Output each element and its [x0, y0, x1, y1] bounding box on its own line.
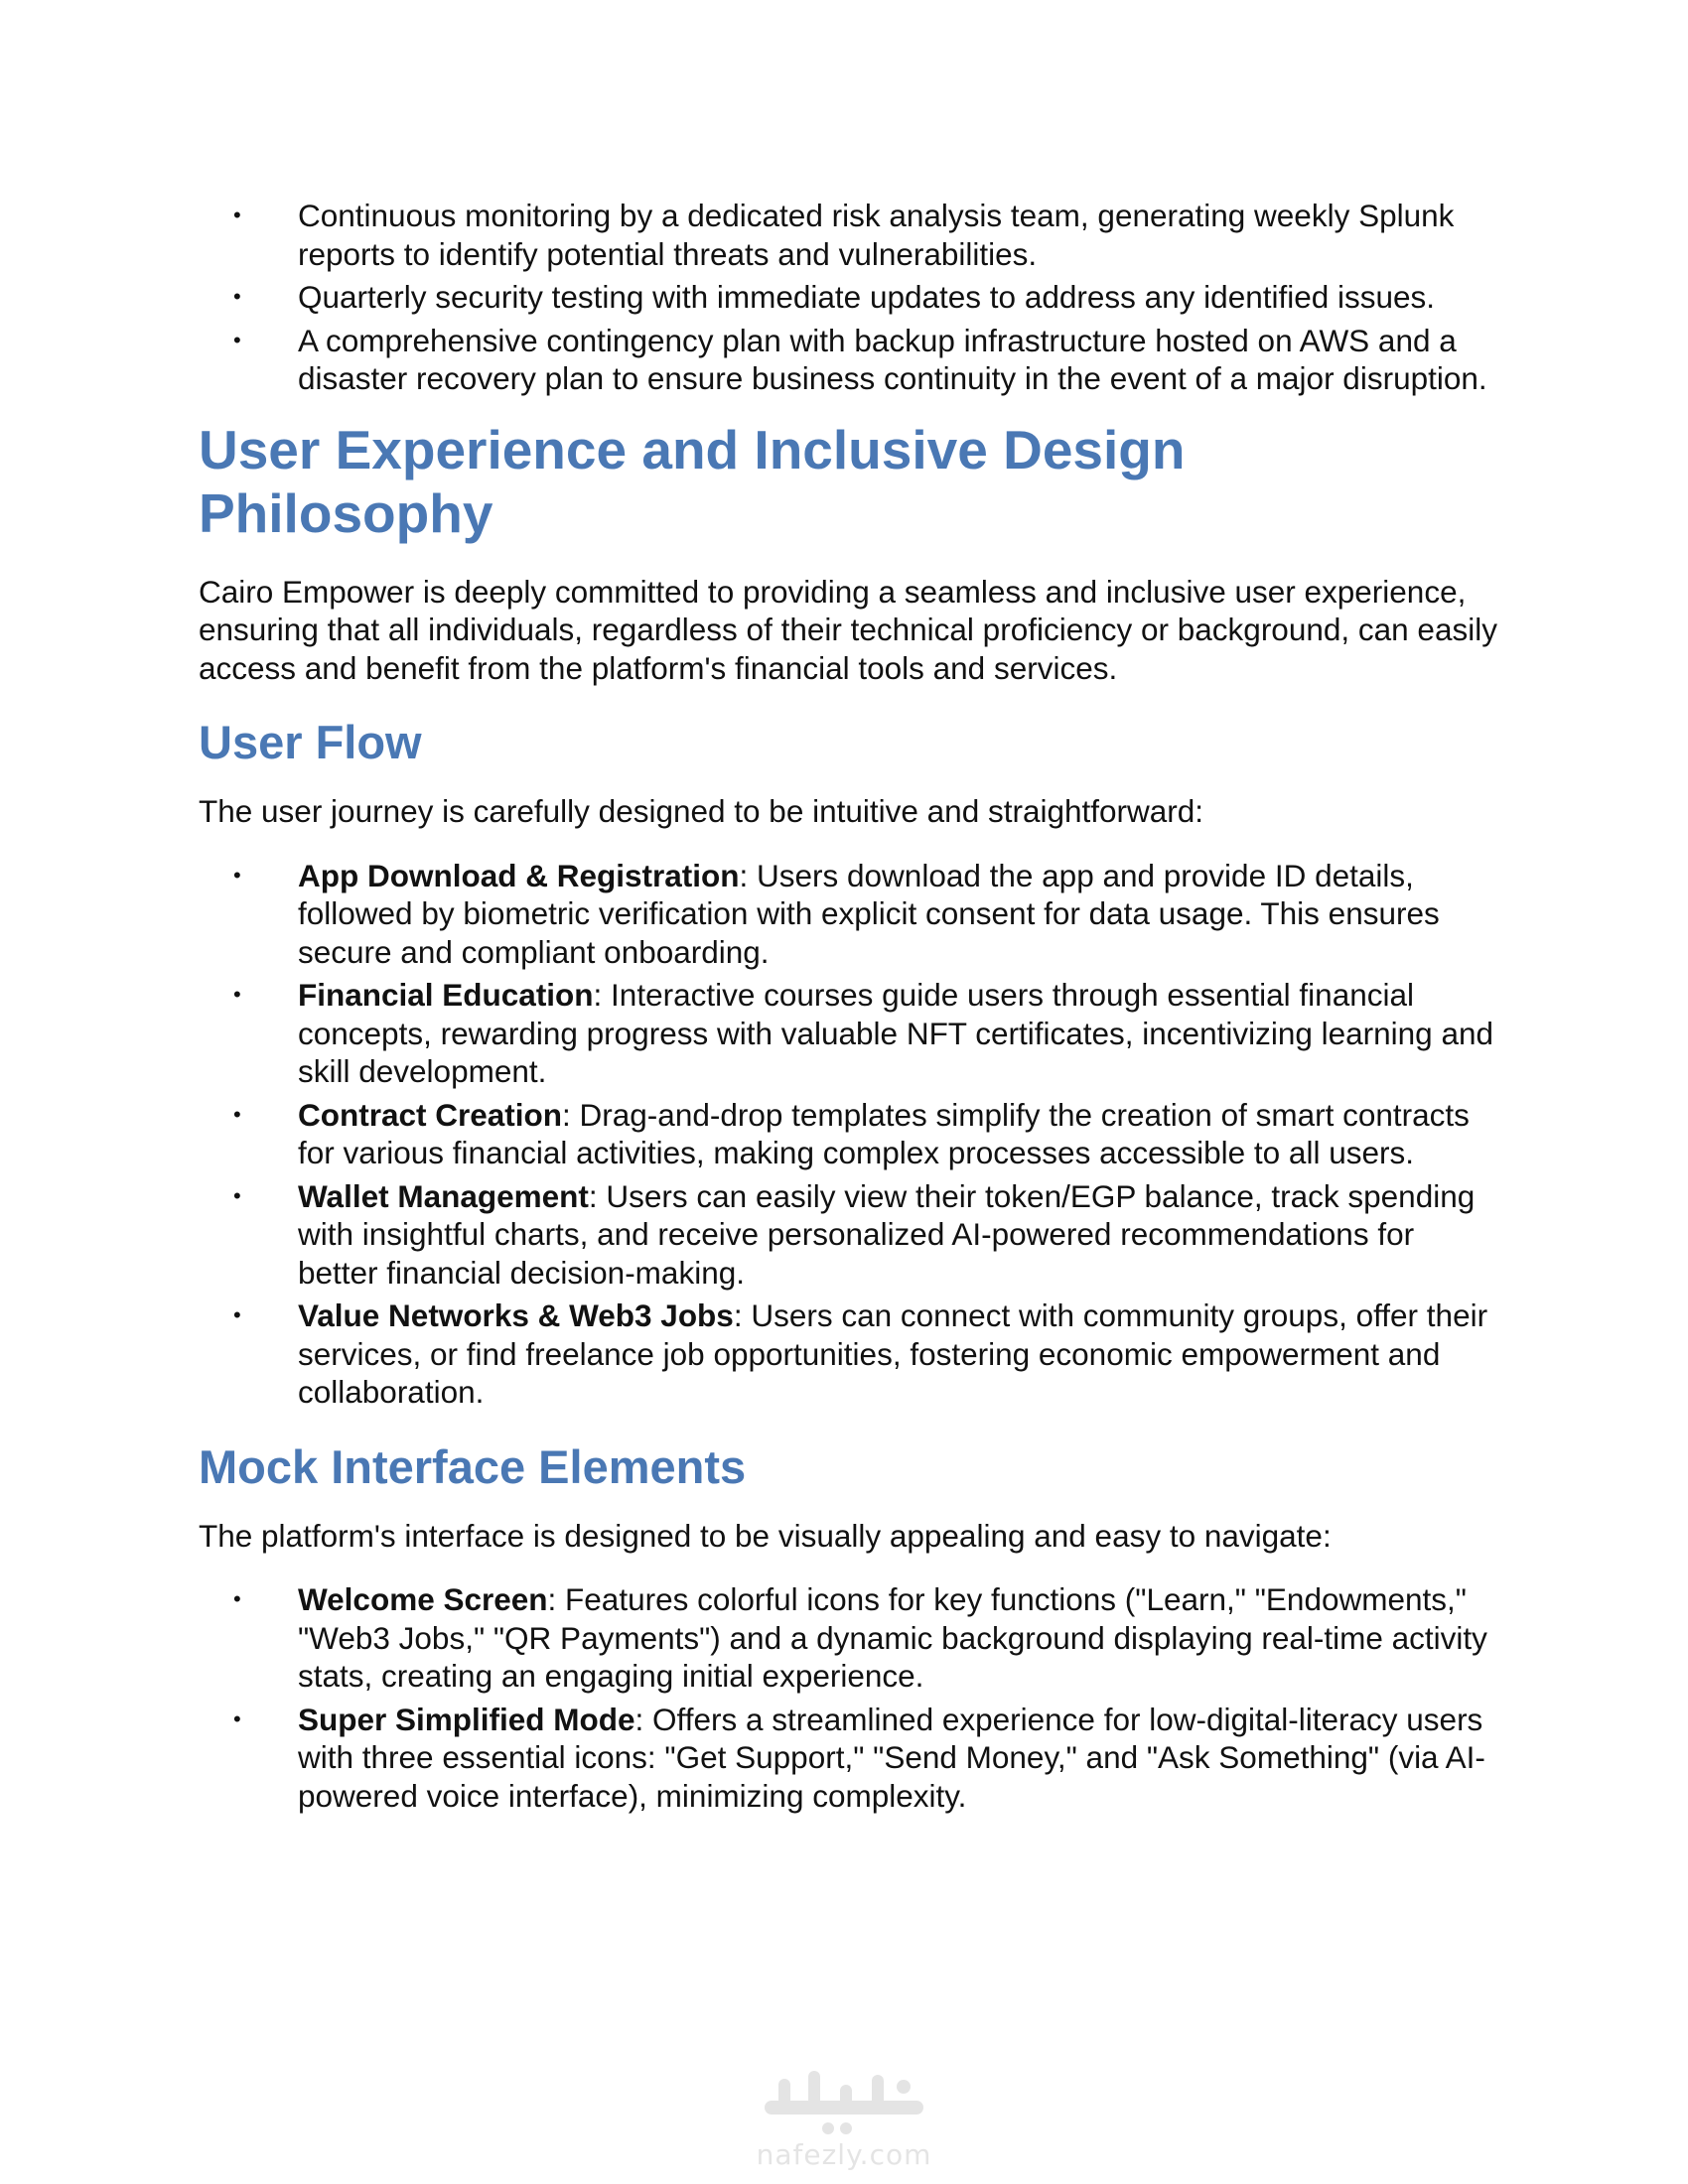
bullet-icon: • — [233, 862, 241, 887]
bullet-icon: • — [233, 1706, 241, 1731]
list-item-title: App Download & Registration — [298, 857, 740, 893]
list-item-title: Value Networks & Web3 Jobs — [298, 1297, 734, 1333]
list-item-text: : Users download the app and provide ID details, followed by biometric verification with explicit consent for data usage. This ensures secure and compliant onboarding. — [298, 857, 1440, 970]
bullet-icon: • — [233, 982, 241, 1007]
list-item — [199, 857, 1499, 972]
bullet-icon: • — [233, 1182, 241, 1208]
bullet-icon: • — [233, 284, 241, 309]
nafezly-logo-icon — [745, 2065, 943, 2144]
list-item — [199, 1096, 1499, 1172]
mock-interface-list — [199, 1580, 1499, 1815]
list-item-text: Quarterly security testing with immediate updates to address any identified issues. — [298, 279, 1436, 315]
list-item-text: : Interactive courses guide users through essential financial concepts, rewarding progress with valuable NFT certificates, incentivizing learning and skill development. — [298, 977, 1494, 1089]
document-page — [199, 197, 1499, 1820]
bullet-icon: • — [233, 1586, 241, 1611]
list-item-title: Welcome Screen — [298, 1581, 548, 1617]
mock-interface-intro: The platform's interface is designed to be visually appealing and easy to navigate: — [199, 1517, 1332, 1554]
list-item-title: Contract Creation — [298, 1096, 563, 1133]
watermark — [725, 2065, 963, 2171]
list-item — [199, 1297, 1499, 1412]
bullet-icon: • — [233, 327, 241, 352]
user-flow-heading: User Flow — [199, 716, 422, 768]
list-item-text: : Users can connect with community groups, offer their services, or find freelance job opportunities, fostering economic empowerment and collaboration. — [298, 1297, 1488, 1410]
bullet-icon: • — [233, 1101, 241, 1127]
list-item-text: : Offers a streamlined experience for low-digital-literacy users with three essential icons: "Get Support," "Send Money," and "Ask Something" (via AI-powered voice interface), minimizing complexity. — [298, 1701, 1485, 1814]
list-item — [199, 278, 1499, 317]
ux-section-heading: User Experience and Inclusive Design Philosophy — [199, 418, 1186, 544]
bullet-icon: • — [233, 203, 241, 227]
list-item-title: Super Simplified Mode — [298, 1701, 635, 1737]
security-bullet-list — [199, 197, 1499, 398]
watermark-site-text: nafezly.com — [756, 2138, 932, 2171]
list-item-text: : Drag-and-drop templates simplify the creation of smart contracts for various financial activities, making complex processes accessible to all users. — [298, 1096, 1470, 1170]
list-item-title: Wallet Management — [298, 1177, 589, 1214]
list-item-text: : Users can easily view their token/EGP balance, track spending with insightful charts, and receive personalized AI-powered recommendations for better financial decision-making. — [298, 1177, 1476, 1291]
list-item — [199, 976, 1499, 1091]
list-item — [199, 322, 1499, 398]
mock-interface-heading: Mock Interface Elements — [199, 1439, 747, 1493]
list-item — [199, 1701, 1499, 1816]
list-item — [199, 1177, 1499, 1293]
list-item-text: : Features colorful icons for key functions ("Learn," "Endowments," "Web3 Jobs," "QR Payments") and a dynamic background displaying real-time activity stats, creating an engaging initial experience. — [298, 1581, 1487, 1694]
list-item — [199, 197, 1499, 273]
list-item-text: A comprehensive contingency plan with backup infrastructure hosted on AWS and a disaster recovery plan to ensure business continuity in the event of a major disruption. — [298, 322, 1487, 396]
user-flow-intro: The user journey is carefully designed to be intuitive and straightforward: — [199, 793, 1204, 829]
user-flow-list — [199, 857, 1499, 1412]
list-item — [199, 1580, 1499, 1696]
list-item-title: Financial Education — [298, 977, 594, 1013]
ux-section-paragraph: Cairo Empower is deeply committed to providing a seamless and inclusive user experience, ensuring that all individuals, regardless of their technical proficiency or background, can easily access and benefit from the platform's financial tools and services. — [199, 573, 1497, 686]
list-item-text: Continuous monitoring by a dedicated risk analysis team, generating weekly Splunk reports to identify potential threats and vulnerabilities. — [298, 198, 1455, 272]
bullet-icon: • — [233, 1302, 241, 1327]
